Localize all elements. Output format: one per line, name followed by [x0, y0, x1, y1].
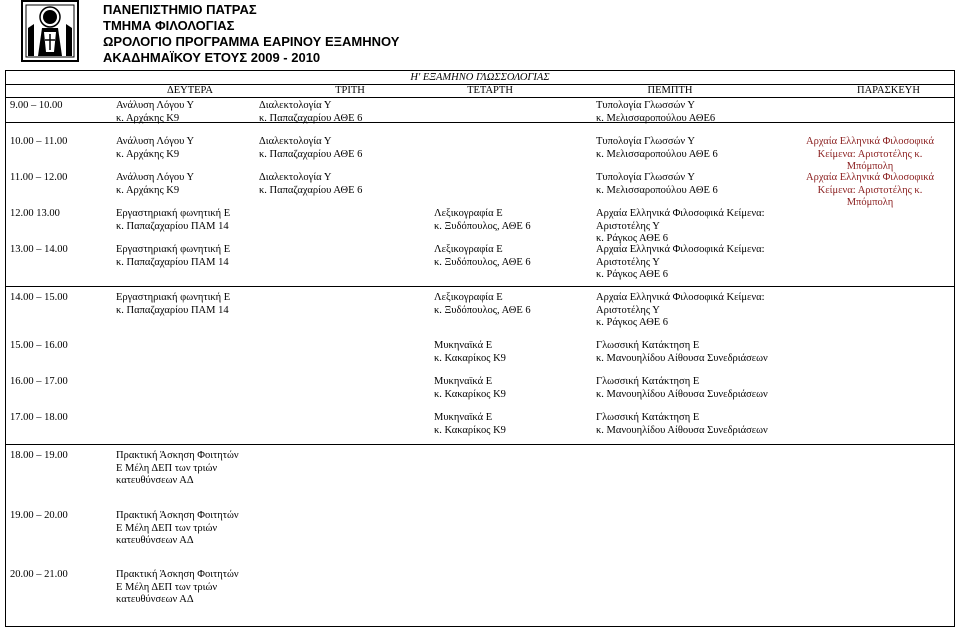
time-label: 20.00 – 21.00: [10, 569, 68, 580]
course-cell-wednesday: Μυκηναϊκά Ε κ. Κακαρίκος Κ9: [434, 340, 506, 364]
course-cell-thursday: Τυπολογία Γλωσσών Υ κ. Μελισσαροπούλου ΑΘΕ6: [596, 100, 716, 124]
day-header-friday: ΠΑΡΑΣΚΕΥΗ: [857, 85, 920, 96]
course-cell-monday: Πρακτική Άσκηση Φοιτητών Ε Μέλη ΔΕΠ των τριών κατευθύνσεων ΑΔ: [116, 510, 239, 546]
divider: [5, 286, 955, 287]
course-cell-monday: Πρακτική Άσκηση Φοιτητών Ε Μέλη ΔΕΠ των τριών κατευθύνσεων ΑΔ: [116, 450, 239, 486]
time-label: 17.00 – 18.00: [10, 412, 68, 423]
divider: [5, 444, 955, 445]
day-header-wednesday: ΤΕΤΑΡΤΗ: [467, 85, 513, 96]
header-academic-year: ΑΚΑΔΗΜΑΪΚΟΥ ΕΤΟΥΣ 2009 - 2010: [103, 50, 321, 65]
course-cell-thursday: Γλωσσική Κατάκτηση Ε κ. Μανουηλίδου Αίθουσα Συνεδριάσεων: [596, 340, 768, 364]
time-label: 16.00 – 17.00: [10, 376, 68, 387]
course-cell-monday: Ανάλυση Λόγου Υ κ. Αρχάκης Κ9: [116, 172, 195, 196]
day-header-monday: ΔΕΥΤΕΡΑ: [166, 85, 214, 96]
time-label: 11.00 – 12.00: [10, 172, 68, 183]
course-cell-wednesday: Λεξικογραφία Ε κ. Ξυδόπουλος, ΑΘΕ 6: [434, 208, 531, 232]
divider: [5, 84, 955, 85]
day-header-tuesday: ΤΡΙΤΗ: [335, 85, 365, 96]
course-cell-thursday: Γλωσσική Κατάκτηση Ε κ. Μανουηλίδου Αίθουσα Συνεδριάσεων: [596, 412, 768, 436]
course-cell-monday: Εργαστηριακή φωνητική Ε κ. Παπαζαχαρίου ΠΑΜ 14: [116, 208, 231, 232]
course-cell-tuesday: Διαλεκτολογία Υ κ. Παπαζαχαρίου ΑΘΕ 6: [259, 100, 363, 124]
day-header-thursday: ΠΕΜΠΤΗ: [647, 85, 693, 96]
header-program: ΩΡΟΛΟΓΙΟ ΠΡΟΓΡΑΜΜΑ ΕΑΡΙΝΟΥ ΕΞΑΜΗΝΟΥ: [103, 34, 400, 49]
header-university: ΠΑΝΕΠΙΣΤΗΜΙΟ ΠΑΤΡΑΣ: [103, 2, 257, 17]
course-cell-monday: Εργαστηριακή φωνητική Ε κ. Παπαζαχαρίου ΠΑΜ 14: [116, 244, 231, 268]
time-label: 15.00 – 16.00: [10, 340, 68, 351]
course-cell-wednesday: Μυκηναϊκά Ε κ. Κακαρίκος Κ9: [434, 412, 506, 436]
header-department: ΤΜΗΜΑ ΦΙΛΟΛΟΓΙΑΣ: [103, 18, 235, 33]
time-label: 14.00 – 15.00: [10, 292, 68, 303]
time-label: 13.00 – 14.00: [10, 244, 68, 255]
course-cell-friday: Αρχαία Ελληνικά Φιλοσοφικά Κείμενα: Αριστοτέλης κ. Μπόμπολη: [806, 172, 934, 208]
course-cell-monday: Πρακτική Άσκηση Φοιτητών Ε Μέλη ΔΕΠ των τριών κατευθύνσεων ΑΔ: [116, 569, 239, 605]
course-cell-tuesday: Διαλεκτολογία Υ κ. Παπαζαχαρίου ΑΘΕ 6: [259, 136, 363, 160]
course-cell-thursday: Αρχαία Ελληνικά Φιλοσοφικά Κείμενα: Αριστοτέλης Υ κ. Ράγκος ΑΘΕ 6: [596, 292, 765, 328]
course-cell-thursday: Γλωσσική Κατάκτηση Ε κ. Μανουηλίδου Αίθουσα Συνεδριάσεων: [596, 376, 768, 400]
time-label: 10.00 – 11.00: [10, 136, 68, 147]
course-cell-monday: Εργαστηριακή φωνητική Ε κ. Παπαζαχαρίου ΠΑΜ 14: [116, 292, 231, 316]
course-cell-thursday: Αρχαία Ελληνικά Φιλοσοφικά Κείμενα: Αριστοτέλης Υ κ. Ράγκος ΑΘΕ 6: [596, 244, 765, 280]
time-label: 18.00 – 19.00: [10, 450, 68, 461]
semester-title: Η' ΕΞΑΜΗΝΟ ΓΛΩΣΣΟΛΟΓΙΑΣ: [410, 72, 550, 83]
time-label: 9.00 – 10.00: [10, 100, 63, 111]
course-cell-friday: Αρχαία Ελληνικά Φιλοσοφικά Κείμενα: Αριστοτέλης κ. Μπόμπολη: [806, 136, 934, 172]
course-cell-monday: Ανάλυση Λόγου Υ κ. Αρχάκης Κ9: [116, 100, 195, 124]
university-seal-icon: [8, 0, 92, 62]
course-cell-tuesday: Διαλεκτολογία Υ κ. Παπαζαχαρίου ΑΘΕ 6: [259, 172, 363, 196]
time-label: 12.00 13.00: [10, 208, 60, 219]
course-cell-wednesday: Μυκηναϊκά Ε κ. Κακαρίκος Κ9: [434, 376, 506, 400]
course-cell-wednesday: Λεξικογραφία Ε κ. Ξυδόπουλος, ΑΘΕ 6: [434, 292, 531, 316]
course-cell-wednesday: Λεξικογραφία Ε κ. Ξυδόπουλος, ΑΘΕ 6: [434, 244, 531, 268]
divider: [5, 97, 955, 98]
course-cell-monday: Ανάλυση Λόγου Υ κ. Αρχάκης Κ9: [116, 136, 195, 160]
course-cell-thursday: Τυπολογία Γλωσσών Υ κ. Μελισσαροπούλου ΑΘΕ 6: [596, 136, 718, 160]
time-label: 19.00 – 20.00: [10, 510, 68, 521]
course-cell-thursday: Αρχαία Ελληνικά Φιλοσοφικά Κείμενα: Αριστοτέλης Υ κ. Ράγκος ΑΘΕ 6: [596, 208, 765, 244]
course-cell-thursday: Τυπολογία Γλωσσών Υ κ. Μελισσαροπούλου ΑΘΕ 6: [596, 172, 718, 196]
